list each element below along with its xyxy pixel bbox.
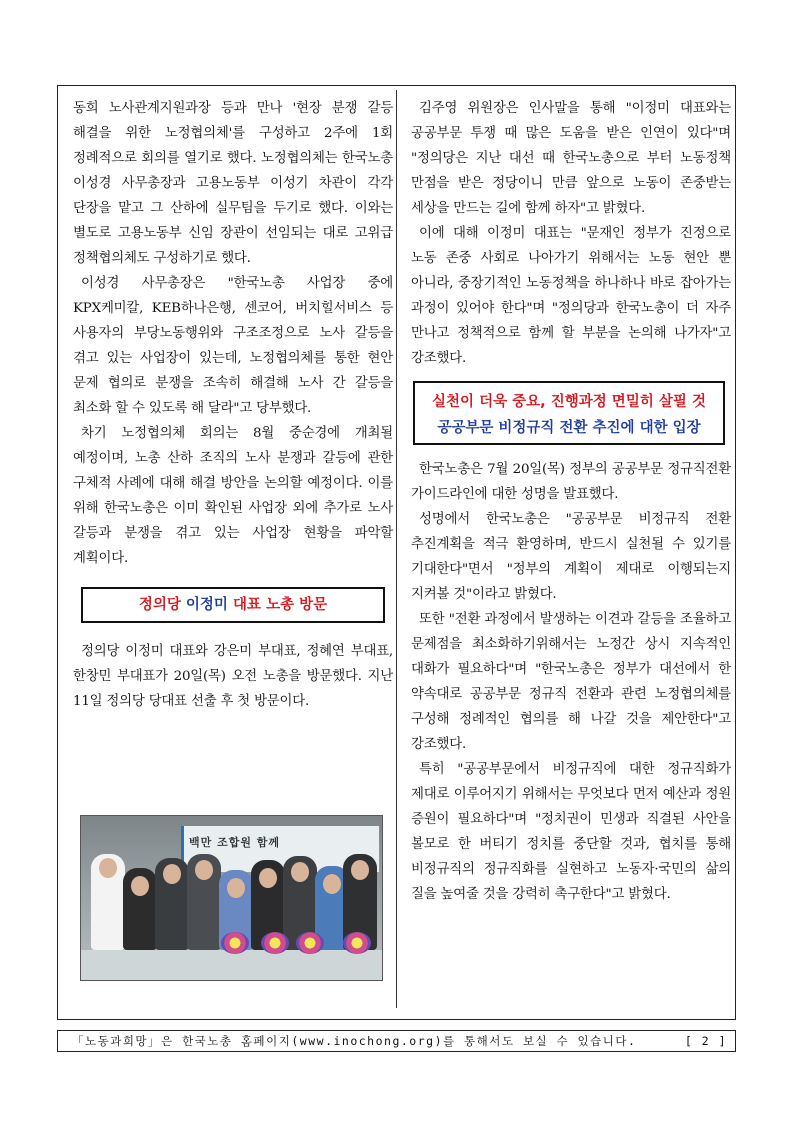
- right-paragraph-6: 특히 "공공부문에서 비정규직에 대한 정규직화가 제대로 이루어지기 위해서는 무엇보다 먼저 예산과 정원 증원이 필요하다"며 "정치권이 민생과 직결된 사안을 볼모로 한 버티기 정치를 중단할 것과, 협치를 통해 비정규직의 정규직화를 실현하고 노동자·국민의 삶의 질을 높여줄 것을 강력히 촉구한다"고 밝혔다.: [411, 762, 731, 902]
- right-paragraph-5: 또한 "전환 과정에서 발생하는 이견과 갈등을 조율하고 문제점을 최소화하기위해서는 노정간 상시 지속적인 대화가 필요하다"며 "한국노총은 정부가 대선에서 한 약속대로 공공부문 정규직 전환과 관련 노정협의체를 구성해 정례적인 협의를 해 나갈 것을 제안한다"고 강조했다.: [411, 612, 731, 752]
- footer-text: 「노동과희망」은 한국노총 홈페이지(www.inochong.org)를 통해서도 보실 수 있습니다.: [72, 1034, 637, 1048]
- person-head: [163, 864, 181, 884]
- page-footer: [57, 1030, 736, 1052]
- person-head: [259, 868, 277, 888]
- person-head: [227, 878, 245, 898]
- right-paragraph-3: 한국노총은 7월 20일(목) 정부의 공공부문 정규직전환 가이드라인에 대한 성명을 발표했다.: [411, 462, 731, 502]
- right-paragraph-2: 이에 대해 이정미 대표는 "문재인 정부가 진정으로 노동 존중 사회로 나아가기 위해서는 노동 현안 뿐 아니라, 중장기적인 노동정책을 하나하나 바로 잡아가는 과정이 있어야 한다"며 "정의당과 한국노총이 더 자주 만나고 정책적으로 함께 할 부분을 논의해 나가자"고 강조했다.: [411, 226, 731, 366]
- left-paragraph-2: 이성경 사무총장은 "한국노총 사업장 중에 KPX케미칼, KEB하나은행, 센코어, 버치힐서비스 등 사용자의 부당노동행위와 구조조정으로 노사 갈등을 겪고 있는 사업장이 있는데, 노정협의체를 통한 현안 문제 협의로 분쟁을 조속히 해결해 노사 간 갈등을 최소화 할 수 있도록 해 달라"고 당부했다.: [73, 276, 393, 416]
- right-paragraph-4: 성명에서 한국노총은 "공공부문 비정규직 전환 추진계획을 적극 환영하며, 반드시 실천될 수 있기를 기대한다"면서 "정부의 계획이 제대로 이행되는지 지켜볼 것"이라고 밝혔다.: [411, 512, 731, 602]
- person-head: [351, 860, 369, 880]
- left-column: [73, 96, 393, 714]
- flower-bouquet: [261, 932, 289, 954]
- heading-part-3: 대표 노총 방문: [227, 597, 328, 613]
- section-heading-justice-party-visit: [81, 587, 385, 623]
- person-head: [195, 860, 213, 880]
- section-heading-public-sector-position: [413, 381, 725, 445]
- left-paragraph-1: 동희 노사관계지원과장 등과 만나 '현장 분쟁 갈등 해결을 위한 노정협의체'를 구성하고 2주에 1회 정례적으로 회의를 열기로 했다. 노정협의체는 한국노총 이성경 사무총장과 고용노동부 이성기 차관이 각각 단장을 맡고 그 산하에 실무팀을 두기로 했다. 이와는 별도로 고용노동부 신임 장관이 선임되는 대로 고위급 정책협의체도 구성하기로 했다.: [73, 101, 393, 266]
- right-paragraph-1: 김주영 위원장은 인사말을 통해 "이정미 대표와는 공공부문 투쟁 때 많은 도움을 받은 인연이 있다"며 "정의당은 지난 대선 때 한국노총으로 부터 노동정책 만점을 받은 정당이니 만큼 앞으로 노동이 존중받는 세상을 만드는 길에 함께 하자"고 밝혔다.: [411, 101, 731, 216]
- person-head: [131, 876, 149, 896]
- flower-bouquet: [296, 932, 324, 954]
- right-column: [411, 96, 731, 907]
- photo-table: [81, 950, 382, 980]
- flower-bouquet: [221, 932, 249, 954]
- column-divider: [396, 90, 397, 1008]
- person-head: [99, 858, 117, 878]
- group-photo: [80, 815, 383, 981]
- left-paragraph-visit: 정의당 이정미 대표와 강은미 부대표, 정혜연 부대표, 한창민 부대표가 20일(목) 오전 노총을 방문했다. 지난 11일 정의당 당대표 선출 후 첫 방문이다.: [73, 644, 393, 709]
- person-head: [291, 862, 309, 882]
- heading-line-2: 공공부문 비정규직 전환 추진에 대한 입장: [437, 420, 701, 436]
- photo-banner-text: 백만 조합원 함께: [189, 836, 281, 849]
- flower-bouquet: [343, 932, 371, 954]
- left-paragraph-3: 차기 노정협의체 회의는 8월 중순경에 개최될 예정이며, 노총 산하 조직의 노사 분쟁과 갈등에 관한 구체적 사례에 대해 해결 방안을 논의할 예정이다. 이를 위해 한국노총은 이미 확인된 사업장 외에 추가로 노사 갈등과 분쟁을 겪고 있는 사업장 현황을 파악할 계획이다.: [73, 426, 393, 566]
- page-number: [ 2 ]: [684, 1034, 727, 1048]
- person-head: [323, 874, 341, 894]
- heading-part-1: 정의당: [138, 597, 186, 613]
- heading-line-1: 실천이 더욱 중요, 진행과정 면밀히 살필 것: [432, 394, 706, 410]
- heading-part-2: 이정미: [185, 597, 228, 613]
